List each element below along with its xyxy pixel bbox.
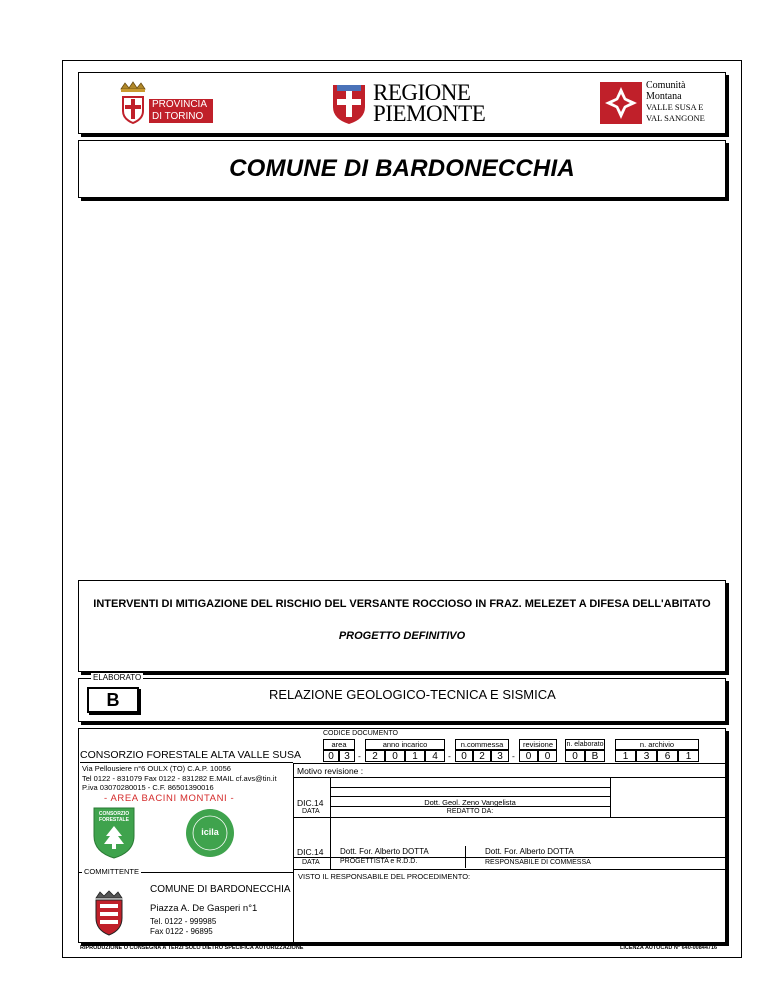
codice-digit: 4 (425, 750, 445, 762)
regione-logo (329, 81, 489, 127)
codice-digit: 1 (615, 750, 636, 762)
codice-sep: - (358, 751, 361, 761)
redatto-date-label: DATA (302, 808, 320, 815)
comunita-cross-icon (599, 81, 643, 125)
visto-label: VISTO IL RESPONSABILE DEL PROCEDIMENTO: (298, 872, 471, 881)
regione-shield-icon (329, 81, 369, 125)
icila-text: icila (201, 827, 219, 837)
icila-badge (185, 808, 235, 858)
redatto-date: DIC.14 (297, 798, 324, 808)
codice-header-revisione: revisione (519, 739, 557, 750)
progettista-date-label: DATA (302, 859, 320, 866)
codice-label: CODICE DOCUMENTO (323, 730, 398, 737)
comunita-logo (599, 81, 719, 127)
codice-digit: 0 (538, 750, 557, 762)
crown-shield-icon (115, 81, 151, 125)
codice-sep: - (448, 751, 451, 761)
codice-digit: 2 (473, 750, 491, 762)
progettista-date: DIC.14 (297, 847, 324, 857)
consorzio-address: Via Pellousiere n°6 OULX (TO) C.A.P. 10056 (82, 764, 231, 773)
committente-name: COMUNE DI BARDONECCHIA (150, 884, 291, 895)
progettista-label: PROGETTISTA e R.D.D. (340, 858, 418, 865)
elaborato-title: RELAZIONE GEOLOGICO-TECNICA E SISMICA (269, 687, 556, 702)
codice-digit: 2 (365, 750, 385, 762)
codice-digit: 3 (491, 750, 509, 762)
codice-sep: - (512, 751, 515, 761)
consorzio-badge (90, 806, 138, 860)
committente-label: COMMITTENTE (84, 867, 139, 876)
elaborato-label: ELABORATO (93, 673, 142, 682)
provincia-line2: DI TORINO (152, 111, 204, 122)
codice-header-anno: anno incarico (365, 739, 445, 750)
consorzio-name: CONSORZIO FORESTALE ALTA VALLE SUSA (80, 749, 301, 761)
consorzio-area: - AREA BACINI MONTANI - (104, 793, 235, 804)
regione-line2: PIEMONTE (373, 101, 486, 126)
codice-digit: 3 (636, 750, 657, 762)
elaborato-box (78, 673, 726, 722)
resp-name: Dott. For. Alberto DOTTA (485, 847, 574, 856)
regione-line1: REGIONE (373, 80, 471, 105)
codice-digit: 3 (339, 750, 355, 762)
codice-digit: 1 (678, 750, 699, 762)
footer-right: LICENZA AUTOCAD N° 640-00844716 (620, 945, 718, 951)
committente-tel: Tel. 0122 - 999985 (150, 917, 217, 926)
codice-digit: 6 (657, 750, 678, 762)
codice-header-elaborato: n. elaborato (566, 741, 604, 748)
badge-line2: FORESTALE (99, 817, 129, 823)
redatto-name: Dott. Geol. Zeno Vangelista (424, 798, 516, 807)
comunita-line2: Montana (646, 90, 682, 102)
consorzio-piva: P.iva 03070280015 - C.F. 86501390016 (82, 783, 214, 792)
progettista-name: Dott. For. Alberto DOTTA (340, 847, 429, 856)
committente-fax: Fax 0122 - 96895 (150, 927, 213, 936)
codice-digit: 0 (455, 750, 473, 762)
footer-left: RIPRODUZIONE O CONSEGNA A TERZI SOLO DIETRO SPECIFICA AUTORIZZAZIONE (80, 945, 304, 951)
committente-address: Piazza A. De Gasperi n°1 (150, 903, 258, 914)
codice-digit: 0 (385, 750, 405, 762)
resp-label: RESPONSABILE DI COMMESSA (485, 859, 591, 866)
bardonecchia-crest-icon (92, 890, 126, 936)
codice-digit: 0 (519, 750, 538, 762)
codice-digit: 0 (565, 750, 585, 762)
provincia-line1: PROVINCIA (152, 99, 208, 110)
consorzio-contacts: Tel 0122 - 831079 Fax 0122 - 831282 E.MAIL cf.avs@tin.it (82, 773, 277, 783)
badge-line1: CONSORZIO (98, 811, 130, 817)
logo-bar (78, 72, 726, 134)
comunita-line3: VALLE SUSA E (646, 102, 704, 112)
comunita-line4: VAL SANGONE (646, 112, 705, 123)
comunita-line1: Comunità (646, 80, 686, 91)
project-title: INTERVENTI DI MITIGAZIONE DEL RISCHIO DEL VERSANTE ROCCIOSO IN FRAZ. MELEZET A DIFESA DELL'ABITATO (93, 598, 711, 610)
codice-header-archivio: n. archivio (615, 739, 699, 750)
codice-digit: B (585, 750, 605, 762)
revisione-label: Motivo revisione : (297, 766, 364, 776)
title-box (78, 140, 726, 198)
page-title: COMUNE DI BARDONECCHIA (229, 155, 575, 182)
redatto-label: REDATTO DA: (446, 808, 494, 815)
elaborato-code: B (87, 687, 139, 713)
project-subtitle: PROGETTO DEFINITIVO (338, 630, 466, 642)
provincia-logo (115, 81, 215, 125)
codice-header-commessa: n.commessa (455, 739, 509, 750)
project-box (78, 580, 726, 672)
codice-digit: 0 (323, 750, 339, 762)
codice-digit: 1 (405, 750, 425, 762)
codice-header-area: area (323, 739, 355, 750)
